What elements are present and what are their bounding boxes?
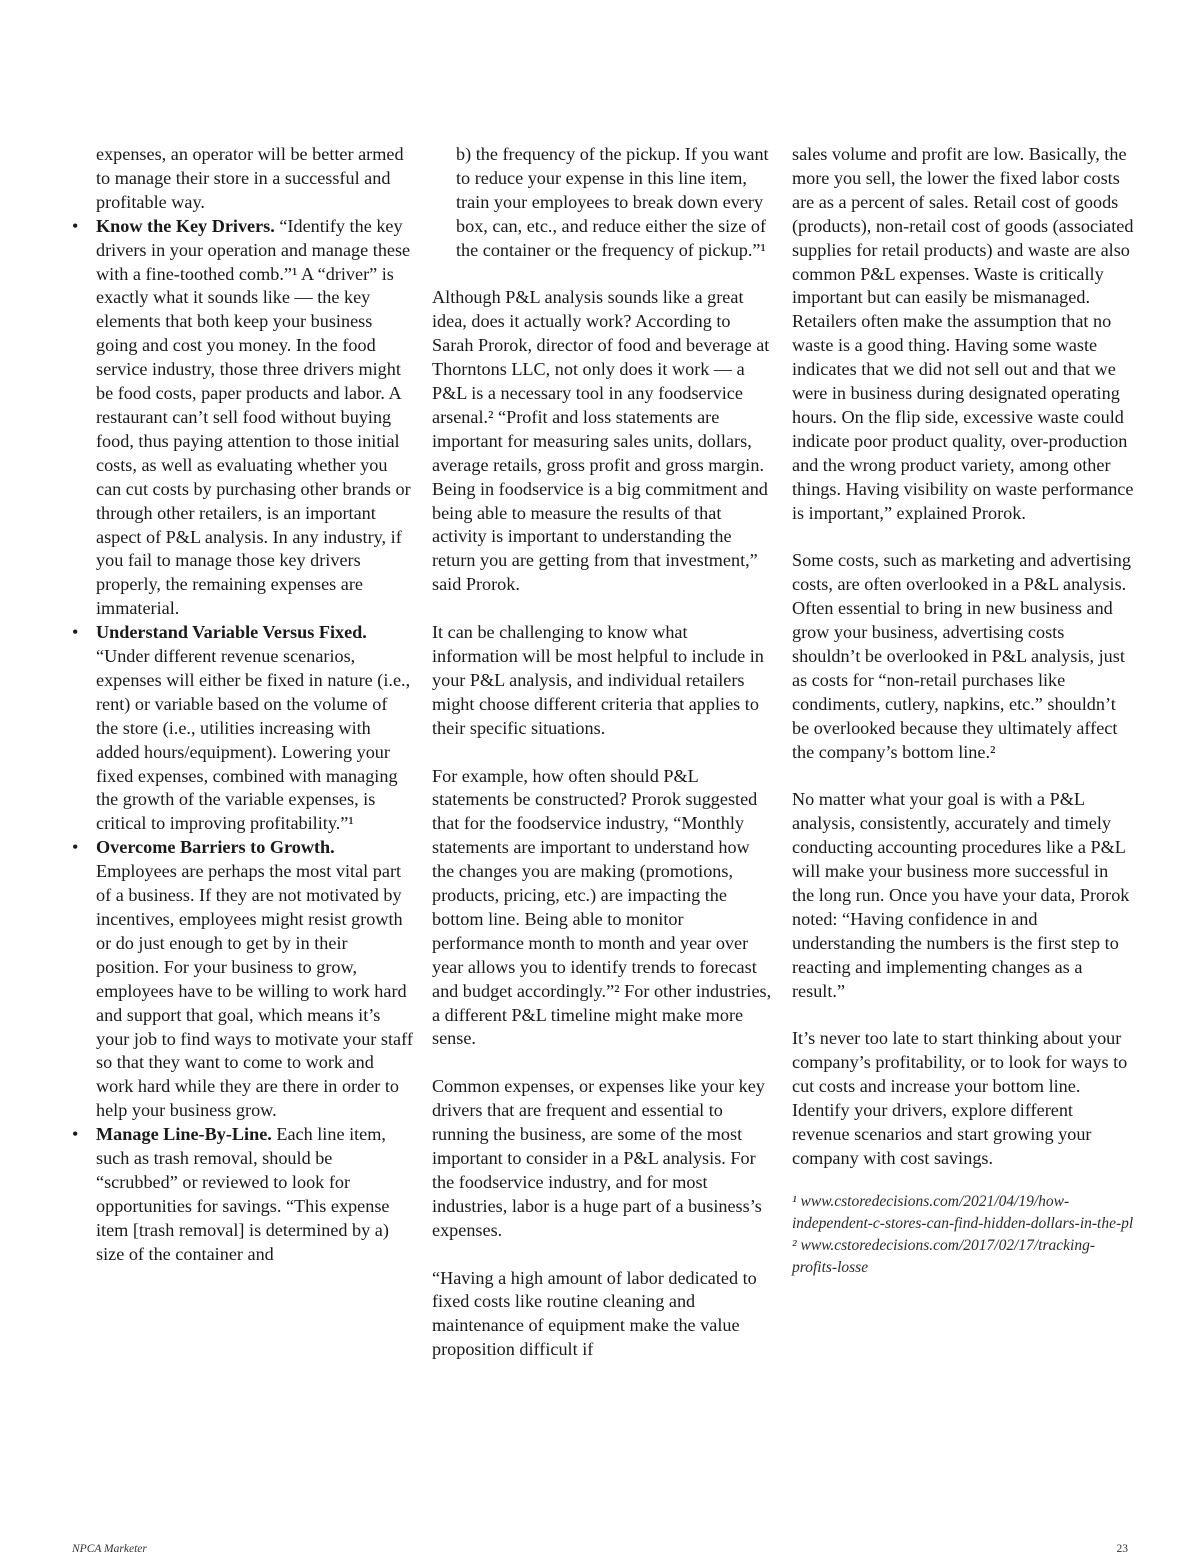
paragraph: For example, how often should P&L statements be constructed? Prorok suggested that for the foodservice industry, “Monthly statements are important to understand how the changes you are making (promotions, products, pricing, etc.) are impacting the bottom line. Being able to monitor performance month to month and year over year allows you to identify trends to forecast and budget accordingly.”² For other industries, a different P&L timeline might make more sense. bbox=[432, 765, 772, 1049]
page-number: 23 bbox=[1116, 1543, 1128, 1555]
footnote: ¹ www.cstoredecisions.com/2021/04/19/how-independent-c-stores-can-find-hidden-dollars-in-the-pl bbox=[792, 1192, 1134, 1232]
intro-continuation: expenses, an operator will be better armed to manage their store in a successful and profitable way. bbox=[96, 144, 404, 212]
bullet-icon: • bbox=[72, 622, 79, 643]
list-item bbox=[72, 621, 414, 836]
paragraph: No matter what your goal is with a P&L analysis, consistently, accurately and timely conducting accounting procedures like a P&L will make your business more successful in the long run. Once you have your data, Prorok noted: “Having confidence in and understanding the numbers is the first step to reacting and implementing changes as a result.” bbox=[792, 789, 1130, 1001]
list-item-text: “Under different revenue scenarios, expenses will either be fixed in nature (i.e., rent) or variable based on the volume of the store (i.e., utilities increasing with added hours/equipment). Lowering your fixed expenses, combined with managing the growth of the variable expenses, is critical to improving profitability.”¹ bbox=[96, 646, 411, 834]
bullet-icon: • bbox=[72, 215, 79, 236]
footnotes bbox=[792, 1191, 1134, 1279]
tips-list bbox=[72, 215, 414, 1267]
list-item-text: Employees are perhaps the most vital part of a business. If they are not motivated by incentives, employees might resist growth or do just enough to get by in their position. For your business to grow, employees have to be willing to work hard and support that goal, which means it’s your job to find ways to motivate your staff so that they want to come to work and work hard while they are there in order to help your business grow. bbox=[96, 861, 413, 1121]
list-item bbox=[72, 836, 414, 1123]
bullet-icon: • bbox=[72, 837, 79, 858]
bullet-continuation: b) the frequency of the pickup. If you want to reduce your expense in this line item, train your employees to break down every box, can, etc., and reduce either the size of the container or the frequency of pickup.”¹ bbox=[456, 144, 769, 260]
list-item-lead: Manage Line-By-Line. bbox=[96, 1124, 272, 1145]
publication-name: NPCA Marketer bbox=[72, 1543, 147, 1555]
list-item-text: Each line item, such as trash removal, should be “scrubbed” or reviewed to look for opportunities for savings. “This expense item [trash removal] is determined by a) size of the container and bbox=[96, 1124, 390, 1264]
bullet-icon: • bbox=[72, 1124, 79, 1145]
list-item bbox=[72, 215, 414, 621]
paragraph: “Having a high amount of labor dedicated to fixed costs like routine cleaning and maintenance of equipment make the value proposition difficult if bbox=[432, 1267, 757, 1360]
list-item-lead: Understand Variable Versus Fixed. bbox=[96, 622, 367, 643]
list-item bbox=[72, 1123, 414, 1266]
paragraph: Although P&L analysis sounds like a great idea, does it actually work? According to Sarah Prorok, director of food and beverage at Thorntons LLC, not only does it work — a P&L is a necessary tool in any foodservice arsenal.² “Profit and loss statements are important for measuring sales units, dollars, average retails, gross profit and gross margin. Being in foodservice is a big commitment and being able to measure the results of that activity is important to understanding the return you are getting from that investment,” said Prorok. bbox=[432, 287, 770, 595]
footnote: ² www.cstoredecisions.com/2017/02/17/tracking-profits-losse bbox=[792, 1236, 1095, 1276]
paragraph: It can be challenging to know what information will be most helpful to include in your P&L analysis, and individual retailers might choose different criteria that applies to their specific situations. bbox=[432, 622, 764, 738]
article-column-3 bbox=[792, 143, 1134, 1279]
list-item-lead: Know the Key Drivers. bbox=[96, 215, 275, 236]
article-column-1 bbox=[72, 143, 414, 1267]
paragraph: Some costs, such as marketing and advertising costs, are often overlooked in a P&L analysis. Often essential to bring in new business and grow your business, advertising costs shouldn’t be overlooked in P&L analysis, just as costs for “non-retail purchases like condiments, cutlery, napkins, etc.” shouldn’t be overlooked because they ultimately affect the company’s bottom line.² bbox=[792, 550, 1131, 762]
list-item-lead: Overcome Barriers to Growth. bbox=[96, 837, 335, 858]
paragraph: Common expenses, or expenses like your key drivers that are frequent and essential to running the business, are some of the most important to consider in a P&L analysis. For the foodservice industry, and for most industries, labor is a huge part of a business’s expenses. bbox=[432, 1076, 765, 1240]
paragraph: It’s never too late to start thinking about your company’s profitability, or to look for ways to cut costs and increase your bottom line. Identify your drivers, explore different revenue scenarios and start growing your company with cost savings. bbox=[792, 1028, 1128, 1169]
list-item-text: “Identify the key drivers in your operation and manage these with a fine-toothed comb.”¹ A “driver” is exactly what it sounds like — the key elements that both keep your business going and cost you money. In the food service industry, those three drivers might be food costs, paper products and labor. A restaurant can’t sell food without buying food, thus paying attention to those initial costs, as well as evaluating whether you can cut costs by purchasing other brands or through other retailers, is an important aspect of P&L analysis. In any industry, if you fail to manage those key drivers properly, the remaining expenses are immaterial. bbox=[96, 215, 411, 619]
article-column-2 bbox=[432, 143, 774, 1362]
paragraph: sales volume and profit are low. Basically, the more you sell, the lower the fixed labor costs are as a percent of sales. Retail cost of goods (products), non-retail cost of goods (associated supplies for retail products) and waste are also common P&L expenses. Waste is critically important but can easily be mismanaged. Retailers often make the assumption that no waste is a good thing. Having some waste indicates that we did not sell out and that we were in business during designated operating hours. On the flip side, excessive waste could indicate poor product quality, over-production and the wrong product variety, among other things. Having visibility on waste performance is important,” explained Prorok. bbox=[792, 144, 1134, 523]
